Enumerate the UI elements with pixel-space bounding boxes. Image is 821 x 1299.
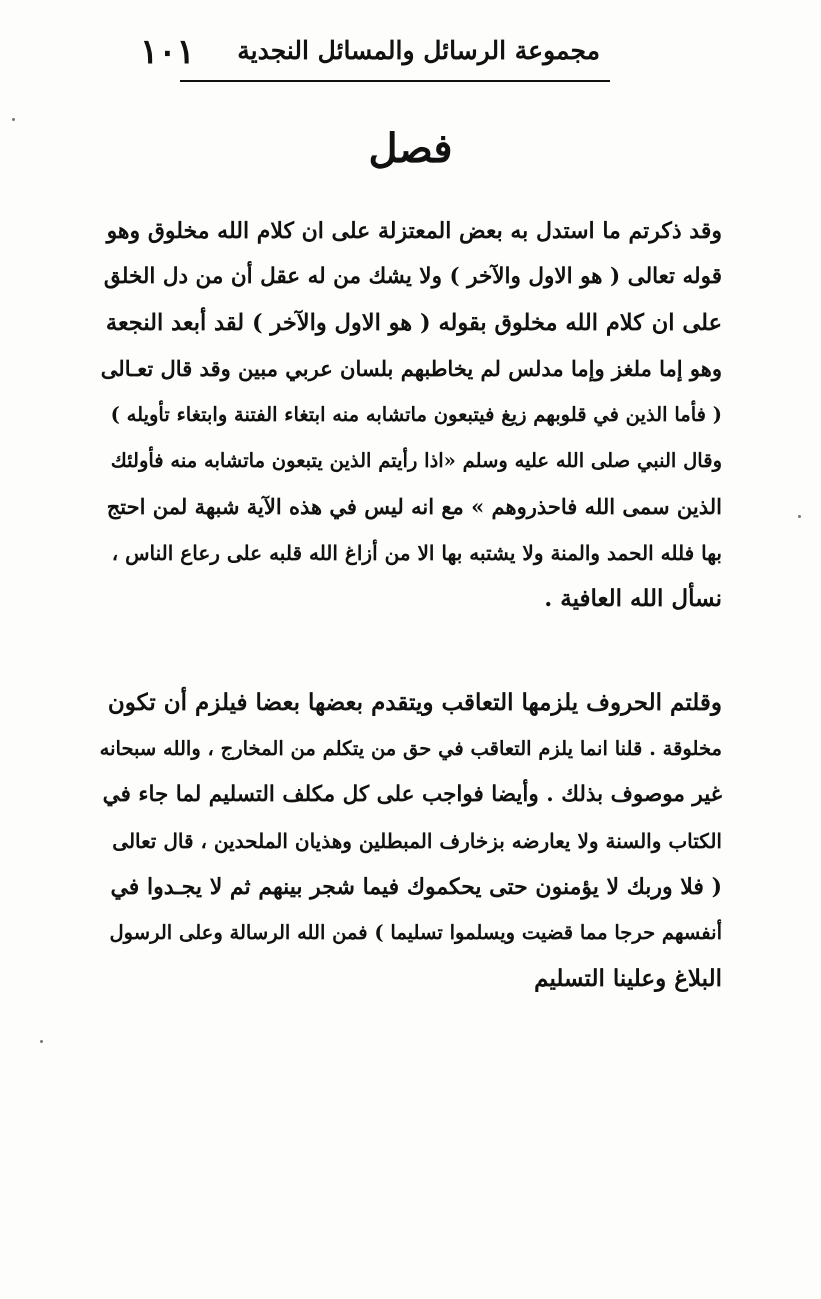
text-line: غير موصوف بذلك . وأيضا فواجب على كل مكلف التسليم لما جاء في	[102, 782, 722, 807]
text-line: وقلتم الحروف يلزمها التعاقب ويتقدم بعضها بعضا فيلزم أن تكون	[107, 689, 722, 716]
text-line: ( فلا وربك لا يؤمنون حتى يحكموك فيما شجر بينهم ثم لا يجـدوا في	[110, 874, 722, 900]
page-header	[140, 30, 610, 84]
paragraph-2	[100, 680, 722, 1002]
text-line: نسأل الله العافية .	[544, 585, 722, 612]
text-line: الذين سمى الله فاحذروهم » مع انه ليس في هذه الآية شبهة لمن احتج	[106, 494, 722, 519]
text-line: قوله تعالى ( هو الاول والآخر ) ولا يشك من له عقل أن من دل الخلق	[103, 264, 722, 289]
text-line: وقال النبي صلى الله عليه وسلم «اذا رأيتم الذين يتبعون ماتشابه منه فأولئك	[110, 449, 722, 472]
text-line: الكتاب والسنة ولا يعارضه بزخارف المبطلين وهذيان الملحدين ، قال تعالى	[112, 829, 722, 853]
text-line: مخلوقة . قلنا انما يلزم التعاقب في حق من يتكلم من المخارج ، والله سبحانه	[100, 737, 722, 760]
section-heading: فصل	[368, 125, 453, 172]
text-line: البلاغ وعلينا التسليم	[534, 965, 722, 992]
scan-speck	[798, 515, 801, 518]
paragraph-1	[100, 208, 722, 622]
text-line: وهو إما ملغز وإما مدلس لم يخاطبهم بلسان عربي مبين وقد قال تعـالى	[100, 356, 722, 381]
running-title: مجموعة الرسائل والمسائل النجدية	[237, 36, 600, 65]
text-line: على ان كلام الله مخلوق بقوله ( هو الاول والآخر ) لقد أبعد النجعة	[105, 310, 722, 336]
scan-speck	[40, 1040, 43, 1043]
page-number: ١٠١	[140, 32, 195, 72]
text-line: وقد ذكرتم ما استدل به بعض المعتزلة على ان كلام الله مخلوق وهو	[106, 218, 722, 244]
text-line: بها فلله الحمد والمنة ولا يشتبه بها الا من أزاغ الله قلبه على رعاع الناس ،	[111, 541, 722, 565]
text-line: ( فأما الذين في قلوبهم زيغ فيتبعون ماتشابه منه ابتغاء الفتنة وابتغاء تأويله )	[110, 403, 722, 426]
text-line: أنفسهم حرجا مما قضيت ويسلموا تسليما ) فمن الله الرسالة وعلى الرسول	[109, 921, 722, 944]
scan-speck	[12, 118, 15, 121]
header-rule	[180, 80, 610, 82]
